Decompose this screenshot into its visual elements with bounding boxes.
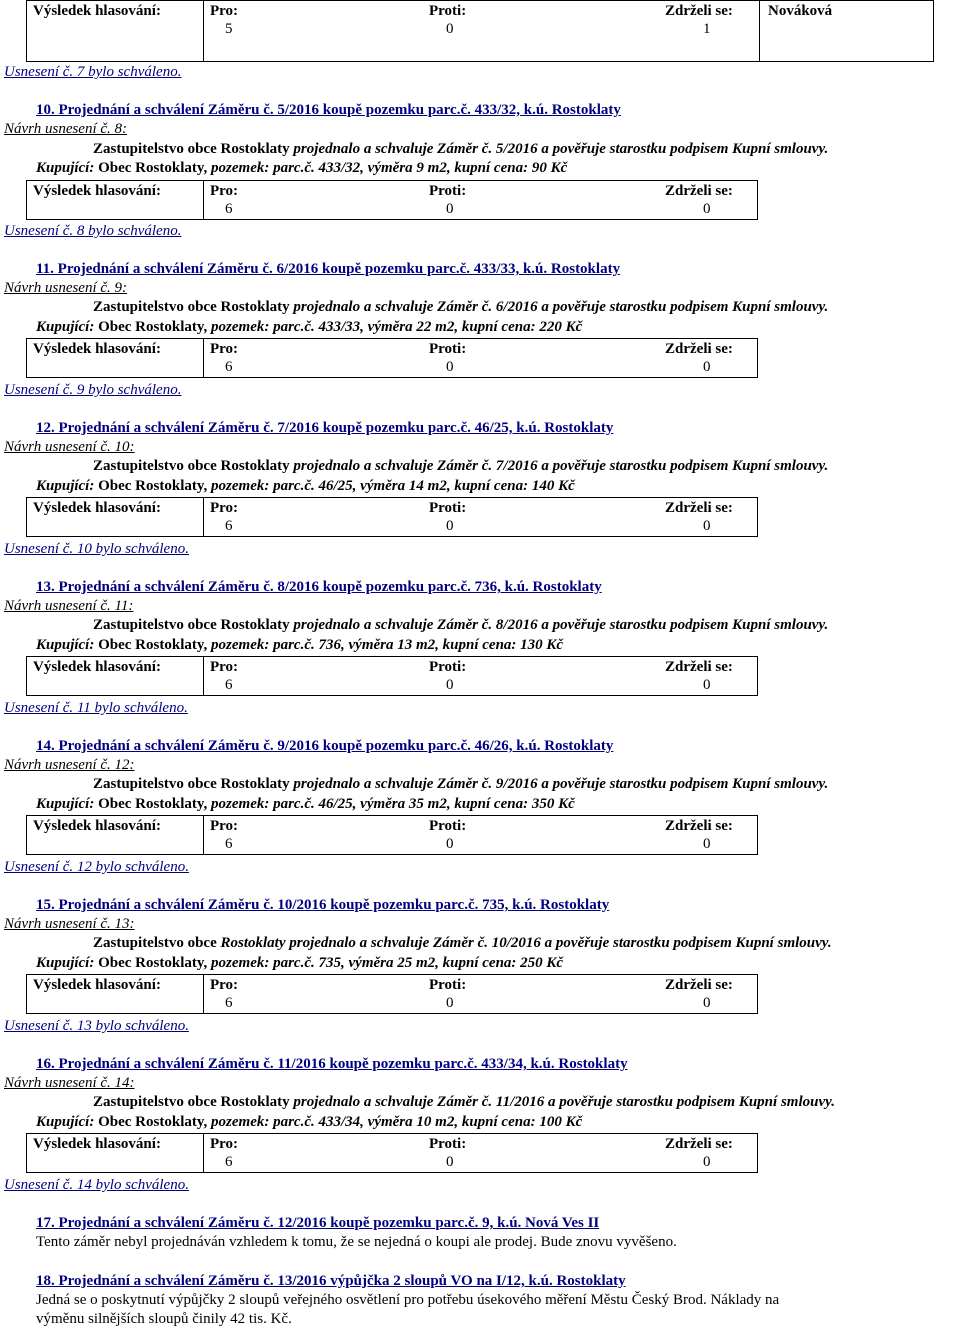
proti-label: Proti:	[429, 3, 467, 19]
vote-table	[26, 180, 758, 220]
agenda-heading: 14. Projednání a schválení Záměru č. 9/2016 koupě pozemku parc.č. 46/26, k.ú. Rostoklaty	[36, 738, 614, 754]
zdrzeli-value: 1	[703, 21, 711, 37]
proposal-label: Návrh usnesení č. 11:	[4, 598, 134, 614]
pro-value: 6	[225, 518, 233, 534]
vote-table	[26, 815, 758, 855]
vote-label: Výsledek hlasování:	[33, 500, 161, 516]
vote-label: Výsledek hlasování:	[33, 341, 161, 357]
vote-table	[26, 338, 758, 378]
vote-table	[26, 497, 758, 537]
proposal-label: Návrh usnesení č. 9:	[4, 280, 128, 296]
agenda-heading: 12. Projednání a schválení Záměru č. 7/2016 koupě pozemku parc.č. 46/25, k.ú. Rostoklaty	[36, 420, 614, 436]
vote-label: Výsledek hlasování:	[33, 183, 161, 199]
item-note: Jedná se o poskytnutí výpůjčky 2 sloupů veřejného osvětlení pro potřebu úsekového měření Městu Český Brod. Náklady na	[36, 1292, 780, 1308]
zdrzeli-value: 0	[703, 518, 711, 534]
proti-value: 0	[446, 201, 454, 217]
resolution-text: Zastupitelstvo obce Rostoklaty projednalo a schvaluje Záměr č. 9/2016 a pověřuje starostku podpisem Kupní smlouvy.	[93, 776, 829, 792]
agenda-heading: 15. Projednání a schválení Záměru č. 10/2016 koupě pozemku parc.č. 735, k.ú. Rostoklaty	[36, 897, 610, 913]
agenda-heading: 13. Projednání a schválení Záměru č. 8/2016 koupě pozemku parc.č. 736, k.ú. Rostoklaty	[36, 579, 602, 595]
absent-member: Nováková	[768, 3, 833, 19]
proposal-label: Návrh usnesení č. 13:	[4, 916, 135, 932]
proti-label: Proti:	[429, 818, 467, 834]
resolution-status: Usnesení č. 8 bylo schváleno.	[4, 223, 182, 239]
vote-label: Výsledek hlasování:	[33, 1136, 161, 1152]
buyer-line: Kupující: Obec Rostoklaty, pozemek: parc.č. 735, výměra 25 m2, kupní cena: 250 Kč	[36, 955, 564, 971]
resolution-text: Zastupitelstvo obce Rostoklaty projednalo a schvaluje Záměr č. 8/2016 a pověřuje starostku podpisem Kupní smlouvy.	[93, 617, 829, 633]
pro-value: 6	[225, 1154, 233, 1170]
resolution-text: Zastupitelstvo obce Rostoklaty projednalo a schvaluje Záměr č. 10/2016 a pověřuje starostku podpisem Kupní smlouvy.	[93, 935, 832, 951]
proti-label: Proti:	[429, 183, 467, 199]
pro-label: Pro:	[210, 659, 239, 675]
vote-table	[26, 1133, 758, 1173]
vote-table	[26, 974, 758, 1014]
buyer-line: Kupující: Obec Rostoklaty, pozemek: parc.č. 433/33, výměra 22 m2, kupní cena: 220 Kč	[36, 319, 583, 335]
pro-label: Pro:	[210, 500, 239, 516]
resolution-status: Usnesení č. 10 bylo schváleno.	[4, 541, 189, 557]
pro-label: Pro:	[210, 977, 239, 993]
item-note: výměnu silnějších sloupů činily 42 tis. Kč.	[36, 1311, 292, 1327]
resolution-status: Usnesení č. 11 bylo schváleno.	[4, 700, 188, 716]
vote-label: Výsledek hlasování:	[33, 3, 161, 19]
pro-label: Pro:	[210, 3, 239, 19]
pro-value: 5	[225, 21, 233, 37]
buyer-line: Kupující: Obec Rostoklaty, pozemek: parc.č. 736, výměra 13 m2, kupní cena: 130 Kč	[36, 637, 564, 653]
pro-label: Pro:	[210, 1136, 239, 1152]
proposal-label: Návrh usnesení č. 14:	[4, 1075, 135, 1091]
pro-value: 6	[225, 677, 233, 693]
pro-value: 6	[225, 836, 233, 852]
zdrzeli-label: Zdrželi se:	[665, 977, 733, 993]
zdrzeli-value: 0	[703, 836, 711, 852]
agenda-heading: 10. Projednání a schválení Záměru č. 5/2016 koupě pozemku parc.č. 433/32, k.ú. Rostoklaty	[36, 102, 621, 118]
proti-label: Proti:	[429, 977, 467, 993]
resolution-text: Zastupitelstvo obce Rostoklaty projednalo a schvaluje Záměr č. 11/2016 a pověřuje starostku podpisem Kupní smlouvy.	[93, 1094, 835, 1110]
zdrzeli-value: 0	[703, 995, 711, 1011]
vote-table-top	[26, 0, 934, 62]
buyer-line: Kupující: Obec Rostoklaty, pozemek: parc.č. 46/25, výměra 35 m2, kupní cena: 350 Kč	[36, 796, 575, 812]
zdrzeli-value: 0	[703, 359, 711, 375]
agenda-heading: 17. Projednání a schválení Záměru č. 12/2016 koupě pozemku parc.č. 9, k.ú. Nová Ves II	[36, 1215, 600, 1231]
proti-label: Proti:	[429, 659, 467, 675]
zdrzeli-label: Zdrželi se:	[665, 818, 733, 834]
agenda-heading: 18. Projednání a schválení Záměru č. 13/2016 výpůjčka 2 sloupů VO na I/12, k.ú. Rostoklaty	[36, 1273, 626, 1289]
proposal-label: Návrh usnesení č. 8:	[4, 121, 128, 137]
resolution-text: Zastupitelstvo obce Rostoklaty projednalo a schvaluje Záměr č. 6/2016 a pověřuje starostku podpisem Kupní smlouvy.	[93, 299, 829, 315]
zdrzeli-label: Zdrželi se:	[665, 1136, 733, 1152]
resolution-status: Usnesení č. 7 bylo schváleno.	[4, 64, 182, 80]
zdrzeli-label: Zdrželi se:	[665, 183, 733, 199]
buyer-line: Kupující: Obec Rostoklaty, pozemek: parc.č. 433/32, výměra 9 m2, kupní cena: 90 Kč	[36, 160, 568, 176]
resolution-status: Usnesení č. 12 bylo schváleno.	[4, 859, 189, 875]
proti-value: 0	[446, 518, 454, 534]
zdrzeli-label: Zdrželi se:	[665, 3, 733, 19]
zdrzeli-label: Zdrželi se:	[665, 341, 733, 357]
pro-label: Pro:	[210, 818, 239, 834]
proposal-label: Návrh usnesení č. 12:	[4, 757, 135, 773]
pro-value: 6	[225, 995, 233, 1011]
zdrzeli-value: 0	[703, 201, 711, 217]
proti-value: 0	[446, 21, 454, 37]
resolution-status: Usnesení č. 13 bylo schváleno.	[4, 1018, 189, 1034]
resolution-text: Zastupitelstvo obce Rostoklaty projednalo a schvaluje Záměr č. 5/2016 a pověřuje starostku podpisem Kupní smlouvy.	[93, 141, 829, 157]
zdrzeli-label: Zdrželi se:	[665, 500, 733, 516]
vote-table	[26, 656, 758, 696]
pro-label: Pro:	[210, 183, 239, 199]
proti-label: Proti:	[429, 341, 467, 357]
pro-value: 6	[225, 201, 233, 217]
pro-value: 6	[225, 359, 233, 375]
resolution-status: Usnesení č. 9 bylo schváleno.	[4, 382, 182, 398]
zdrzeli-value: 0	[703, 677, 711, 693]
vote-label: Výsledek hlasování:	[33, 977, 161, 993]
pro-label: Pro:	[210, 341, 239, 357]
item-note: Tento záměr nebyl projednáván vzhledem k tomu, že se nejedná o koupi ale prodej. Bude znovu vyvěšeno.	[36, 1234, 677, 1250]
agenda-heading: 11. Projednání a schválení Záměru č. 6/2016 koupě pozemku parc.č. 433/33, k.ú. Rostoklaty	[36, 261, 621, 277]
proti-value: 0	[446, 836, 454, 852]
proti-value: 0	[446, 995, 454, 1011]
proti-label: Proti:	[429, 1136, 467, 1152]
proti-value: 0	[446, 677, 454, 693]
proti-label: Proti:	[429, 500, 467, 516]
vote-label: Výsledek hlasování:	[33, 818, 161, 834]
proposal-label: Návrh usnesení č. 10:	[4, 439, 135, 455]
buyer-line: Kupující: Obec Rostoklaty, pozemek: parc.č. 46/25, výměra 14 m2, kupní cena: 140 Kč	[36, 478, 575, 494]
zdrzeli-label: Zdrželi se:	[665, 659, 733, 675]
zdrzeli-value: 0	[703, 1154, 711, 1170]
resolution-text: Zastupitelstvo obce Rostoklaty projednalo a schvaluje Záměr č. 7/2016 a pověřuje starostku podpisem Kupní smlouvy.	[93, 458, 829, 474]
resolution-status: Usnesení č. 14 bylo schváleno.	[4, 1177, 189, 1193]
agenda-heading: 16. Projednání a schválení Záměru č. 11/2016 koupě pozemku parc.č. 433/34, k.ú. Rostoklaty	[36, 1056, 628, 1072]
proti-value: 0	[446, 1154, 454, 1170]
proti-value: 0	[446, 359, 454, 375]
vote-label: Výsledek hlasování:	[33, 659, 161, 675]
buyer-line: Kupující: Obec Rostoklaty, pozemek: parc.č. 433/34, výměra 10 m2, kupní cena: 100 Kč	[36, 1114, 583, 1130]
